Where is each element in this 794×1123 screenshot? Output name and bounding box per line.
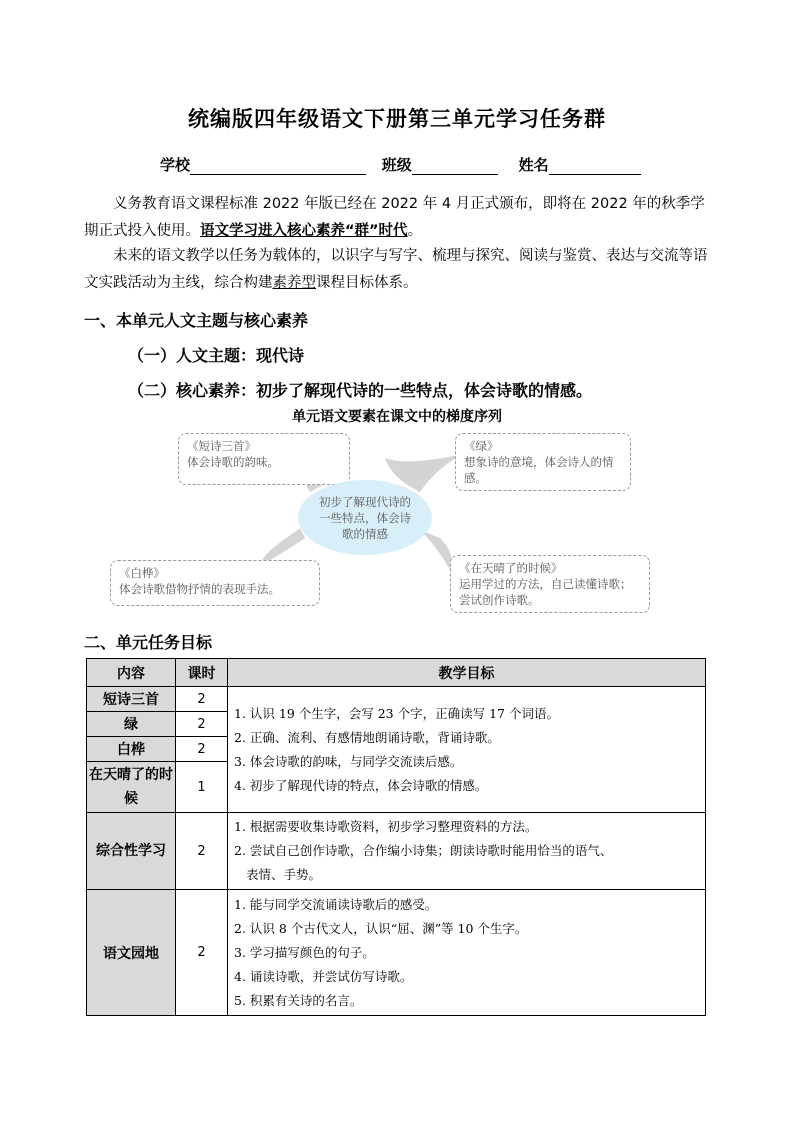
lesson-box-text: 体会诗歌借物抒情的表现手法。	[119, 582, 280, 596]
intro-p1-text: 义务教育语文课程标准 2022 年版已经在 2022 年 4 月正式颁布，即将在 2022 年的秋季学期正式投入使用。	[84, 196, 705, 239]
name-blank[interactable]	[549, 158, 641, 175]
student-info-fields	[160, 154, 641, 175]
intro-p2-end: 课程目标体系。	[316, 275, 418, 291]
goals-cell	[228, 687, 706, 813]
content-cell: 综合性学习	[87, 813, 176, 890]
class-blank[interactable]	[412, 158, 498, 175]
goal-item: 1. 认识 19 个生字，会写 23 个字，正确读写 17 个词语。	[234, 705, 559, 721]
lesson-box-title: 《在天晴了的时候》	[459, 561, 563, 575]
hours-cell: 2	[176, 813, 228, 890]
intro-p1-underlined: 语文学习进入核心素养“群”时代	[200, 223, 408, 239]
section1-heading: 一、本单元人文主题与核心素养	[84, 311, 309, 330]
table-row	[87, 813, 706, 890]
name-label: 姓名	[518, 156, 549, 174]
goal-item: 5. 积累有关诗的名言。	[234, 992, 363, 1008]
content-cell: 绿	[87, 712, 176, 737]
intro-p2-underlined: 素养型	[272, 275, 316, 291]
goals-cell	[228, 813, 706, 890]
lesson-box-text: 想象诗的意境，体会诗人的情感。	[464, 455, 614, 485]
table-row	[87, 687, 706, 712]
lesson-box-title: 《短诗三首》	[187, 439, 256, 453]
lesson-box-short-poems	[178, 433, 350, 485]
intro-p2-text: 未来的语文教学以任务为载体的，以识字与写字、梳理与探究、阅读与鉴赏、表达与交流等语文实践活动为主线，综合构建	[84, 248, 708, 291]
school-blank[interactable]	[190, 158, 366, 175]
intro-paragraph-2	[84, 243, 712, 297]
goal-item: 3. 体会诗歌的韵味，与同学交流读后感。	[234, 753, 463, 769]
lesson-box-text: 体会诗歌的韵味。	[187, 455, 279, 469]
class-label: 班级	[381, 156, 412, 174]
content-cell: 白桦	[87, 737, 176, 762]
goals-cell	[228, 890, 706, 1016]
goal-item: 4. 诵读诗歌，并尝试仿写诗歌。	[234, 968, 413, 984]
goal-item: 1. 能与同学交流诵读诗歌后的感受。	[234, 896, 438, 912]
hours-cell: 2	[176, 712, 228, 737]
content-cell: 短诗三首	[87, 687, 176, 712]
hours-cell: 2	[176, 687, 228, 712]
table-row	[87, 890, 706, 1016]
lesson-box-text: 运用学过的方法，自己读懂诗歌；尝试创作诗歌。	[459, 577, 632, 607]
lesson-box-birch	[110, 560, 320, 606]
lesson-box-sunny-day	[450, 555, 650, 613]
core-literacy-item: （二）核心素养：初步了解现代诗的一些特点，体会诗歌的情感。	[128, 381, 593, 400]
goal-item: 4. 初步了解现代诗的特点，体会诗歌的情感。	[234, 777, 488, 793]
lesson-box-title: 《白桦》	[119, 566, 165, 580]
document-title: 统编版四年级语文下册第三单元学习任务群	[188, 107, 606, 131]
header-content: 内容	[87, 659, 176, 687]
task-goals-table	[86, 658, 706, 1016]
goal-item: 3. 学习描写颜色的句子。	[234, 944, 375, 960]
diagram-title: 单元语文要素在课文中的梯度序列	[292, 409, 502, 425]
core-goal-oval: 初步了解现代诗的一些特点，体会诗歌的情感	[298, 480, 432, 555]
goal-item: 1. 根据需要收集诗歌资料，初步学习整理资料的方法。	[234, 819, 538, 834]
hours-cell: 1	[176, 762, 228, 813]
header-hours: 课时	[176, 659, 228, 687]
goal-item: 表情、手势。	[246, 867, 322, 882]
theme-item: （一）人文主题：现代诗	[128, 346, 305, 365]
hours-cell: 2	[176, 737, 228, 762]
goal-item: 2. 尝试自己创作诗歌，合作编小诗集；朗读诗歌时能用恰当的语气、	[234, 843, 613, 858]
goal-item: 2. 正确、流利、有感情地朗诵诗歌，背诵诗歌。	[234, 729, 500, 745]
goal-item: 2. 认识 8 个古代文人，认识“屈、渊”等 10 个生字。	[234, 920, 528, 936]
intro-paragraph-1	[84, 191, 712, 245]
content-cell: 语文园地	[87, 890, 176, 1016]
content-cell: 在天晴了的时候	[87, 762, 176, 813]
intro-p1-end: 。	[407, 223, 423, 239]
lesson-box-green	[455, 433, 631, 491]
table-header-row	[87, 659, 706, 687]
section2-heading: 二、单元任务目标	[84, 633, 213, 652]
header-goals: 教学目标	[228, 659, 706, 687]
school-label: 学校	[160, 156, 191, 174]
hours-cell: 2	[176, 890, 228, 1016]
lesson-box-title: 《绿》	[464, 439, 499, 453]
